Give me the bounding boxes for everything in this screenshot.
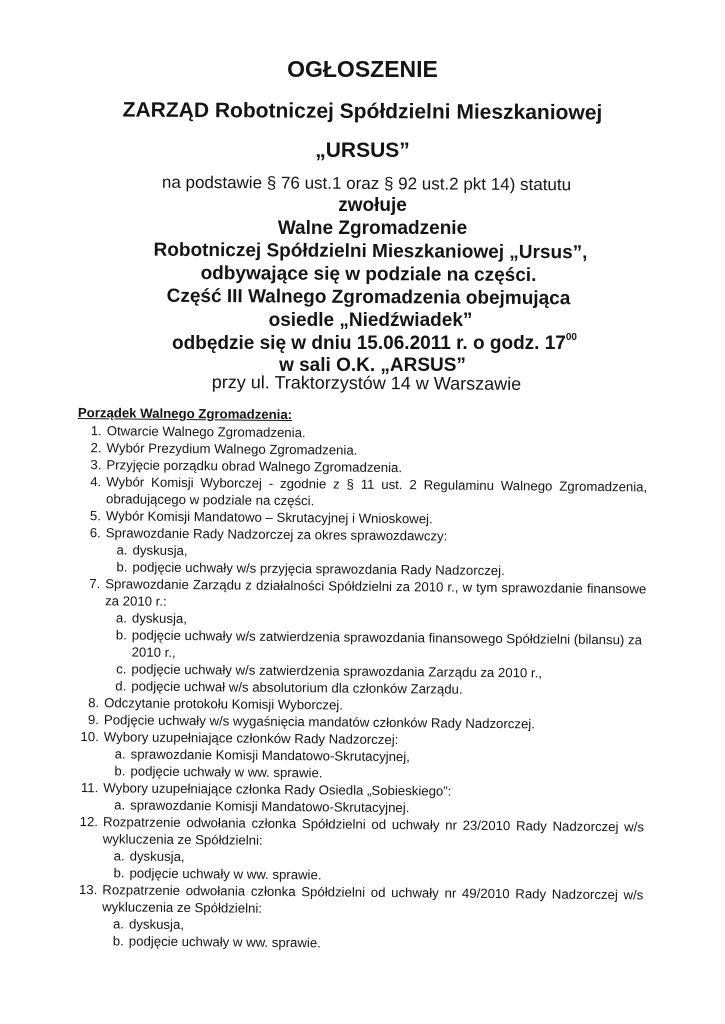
agenda-item-text: Przyjęcie porządku obrad Walnego Zgromadzenia. <box>106 457 403 476</box>
agenda-item-body <box>105 524 646 580</box>
agenda-subitem-text: sprawozdanie Komisji Mandatowo-Skrutacyjnej. <box>130 797 410 816</box>
agenda-item-number: 1. <box>90 423 102 439</box>
agenda-subitem-letter: d. <box>115 678 127 694</box>
agenda-item-body <box>102 813 644 886</box>
hall-line: w sali O.K. „ARSUS” <box>279 355 466 376</box>
agenda-item <box>73 813 644 886</box>
part-three-line: Część III Walnego Zgromadzenia obejmująca <box>166 285 571 310</box>
agenda-subitem-letter: a. <box>115 610 128 626</box>
agenda-item-text: Wybór Komisji Mandatowo – Skrutacyjnej i Wnioskowej. <box>105 508 433 527</box>
agenda <box>73 404 648 954</box>
agenda-item-body <box>102 881 644 954</box>
agenda-item-number: 3. <box>90 457 102 473</box>
agenda-subitem-letter: b. <box>116 559 128 575</box>
agenda-item-number: 7. <box>89 576 101 592</box>
agenda-item-number: 5. <box>89 508 102 524</box>
convenes-line: zwołuje <box>338 195 407 216</box>
agenda-subitem-text: podjęcie uchwał w/s absolutorium dla członków Zarządu. <box>131 678 463 697</box>
agenda-subitem-text: podjęcie uchwały w/s przyjęcia sprawozdania Rady Nadzorczej. <box>132 559 505 579</box>
agenda-subitem <box>105 626 646 665</box>
agenda-subitem-text: dyskusja, <box>129 848 185 865</box>
agenda-item <box>74 728 644 784</box>
agenda-subitem-letter: b. <box>113 865 125 881</box>
agenda-item-body <box>103 779 644 818</box>
address-line: przy ul. Traktorzystów 14 w Warszawie <box>211 372 522 394</box>
agenda-subitem-letter: a. <box>114 797 126 813</box>
agenda-item-text: Odczytanie protokołu Komisji Wyborczej. <box>104 695 344 713</box>
agenda-subitem-letter: a. <box>116 542 128 558</box>
date-text: odbędzie się w dniu 15.06.2011 r. o godz. 17 <box>172 333 566 354</box>
agenda-subitem-letter: a. <box>114 746 126 762</box>
date-line <box>12 334 725 353</box>
agenda-item-number: 2. <box>90 440 102 456</box>
agenda-item-text: Wybór Komisji Wyborczej - zgodnie z § 11 ust. 2 Regulaminu Walnego Zgromadzenia, obradującego w podziale na części. <box>106 474 648 509</box>
agenda-item-number: 9. <box>87 712 100 728</box>
cooperative-line: Robotniczej Spółdzielni Mieszkaniowej „Ursus”, <box>153 239 588 264</box>
agenda-item-body <box>106 473 647 512</box>
agenda-subitem-text: podjęcie uchwały w/s zatwierdzenia sprawozdania finansowego Spółdzielni (bilansu) za 2010 r., <box>131 627 643 660</box>
estate-line: osiedle „Niedźwiadek” <box>268 310 473 331</box>
agenda-subitem-text: podjęcie uchwały w/s zatwierdzenia sprawozdania Zarządu za 2010 r., <box>131 661 543 681</box>
agenda-subitem-letter: a. <box>113 848 125 864</box>
agenda-subitem-text: dyskusja, <box>132 542 188 559</box>
agenda-subitem-text: sprawozdanie Komisji Mandatowo-Skrutacyjnej, <box>130 746 410 765</box>
agenda-item-text: Rozpatrzenie odwołania członka Spółdzielni od uchwały nr 23/2010 Rady Nadzorczej w/s wykluczenia ze Spółdzielni: <box>102 814 645 848</box>
agenda-item-text: Wybory uzupełniające członka Rady Osiedla „Sobieskiego”: <box>103 780 452 799</box>
agenda-subitem-text: podjęcie uchwały w ww. sprawie. <box>130 763 323 781</box>
agenda-item-text: Podjęcie uchwały w/s wygaśnięcia mandatów członków Rady Nadzorczej. <box>103 712 536 732</box>
assembly-line: Walne Zgromadzenie <box>277 218 468 239</box>
agenda-item-body <box>103 728 644 784</box>
agenda-subitem-text: podjęcie uchwały w ww. sprawie. <box>128 933 321 951</box>
agenda-item <box>73 881 644 954</box>
agenda-item <box>77 473 647 512</box>
agenda-item <box>74 779 644 818</box>
agenda-subitem-text: dyskusja, <box>131 610 188 627</box>
agenda-item-number: 13. <box>78 882 98 898</box>
board-line: ZARZĄD Robotniczej Spółdzielni Mieszkaniowej <box>122 98 603 125</box>
agenda-list <box>73 422 648 954</box>
agenda-subitem-letter: b. <box>115 627 127 643</box>
agenda-item-number: 8. <box>88 695 100 711</box>
agenda-subitem-letter: c. <box>116 661 127 677</box>
agenda-item-number: 4. <box>90 474 102 490</box>
agenda-item-body <box>104 575 646 699</box>
agenda-item-text: Otwarcie Walnego Zgromadzenia. <box>106 423 306 441</box>
agenda-item-number: 12. <box>79 814 99 830</box>
parts-line: odbywające się w podziale na części. <box>200 262 537 287</box>
agenda-item-text: Wybór Prezydium Walnego Zgromadzenia. <box>106 440 358 458</box>
agenda-item-number: 6. <box>89 525 101 541</box>
agenda-subitem-text: dyskusja, <box>128 916 185 933</box>
agenda-subitem-letter: a. <box>112 916 125 932</box>
agenda-item-number: 10. <box>80 729 99 745</box>
agenda-subitem-text: podjęcie uchwały w ww. sprawie. <box>129 865 322 883</box>
agenda-item-text: Wybory uzupełniające członków Rady Nadzorczej: <box>103 729 399 748</box>
agenda-subitem-letter: b. <box>114 763 126 779</box>
legal-basis: na podstawie § 76 ust.1 oraz § 92 ust.2 pkt 14) statutu <box>161 172 572 195</box>
agenda-item-text: Rozpatrzenie odwołania członka Spółdzielni od uchwały nr 49/2010 Rady Nadzorczej w/s wykluczenia ze Spółdzielni: <box>102 882 644 916</box>
agenda-item-text: Sprawozdanie Rady Nadzorczej za okres sprawozdawczy: <box>105 525 448 544</box>
time-superscript: 00 <box>565 332 577 343</box>
cooperative-name: „URSUS” <box>315 139 410 162</box>
announcement-title: OGŁOSZENIE <box>287 56 438 82</box>
agenda-item-text: Sprawozdanie Zarządu z działalności Spółdzielni za 2010 r., w tym sprawozdanie finansowe za 2010 r.: <box>105 576 647 609</box>
agenda-item <box>75 575 646 699</box>
agenda-subitem-letter: b. <box>112 933 124 949</box>
agenda-item <box>76 524 646 580</box>
agenda-title: Porządek Walnego Zgromadzenia: <box>77 404 293 423</box>
agenda-item-number: 11. <box>80 780 99 796</box>
